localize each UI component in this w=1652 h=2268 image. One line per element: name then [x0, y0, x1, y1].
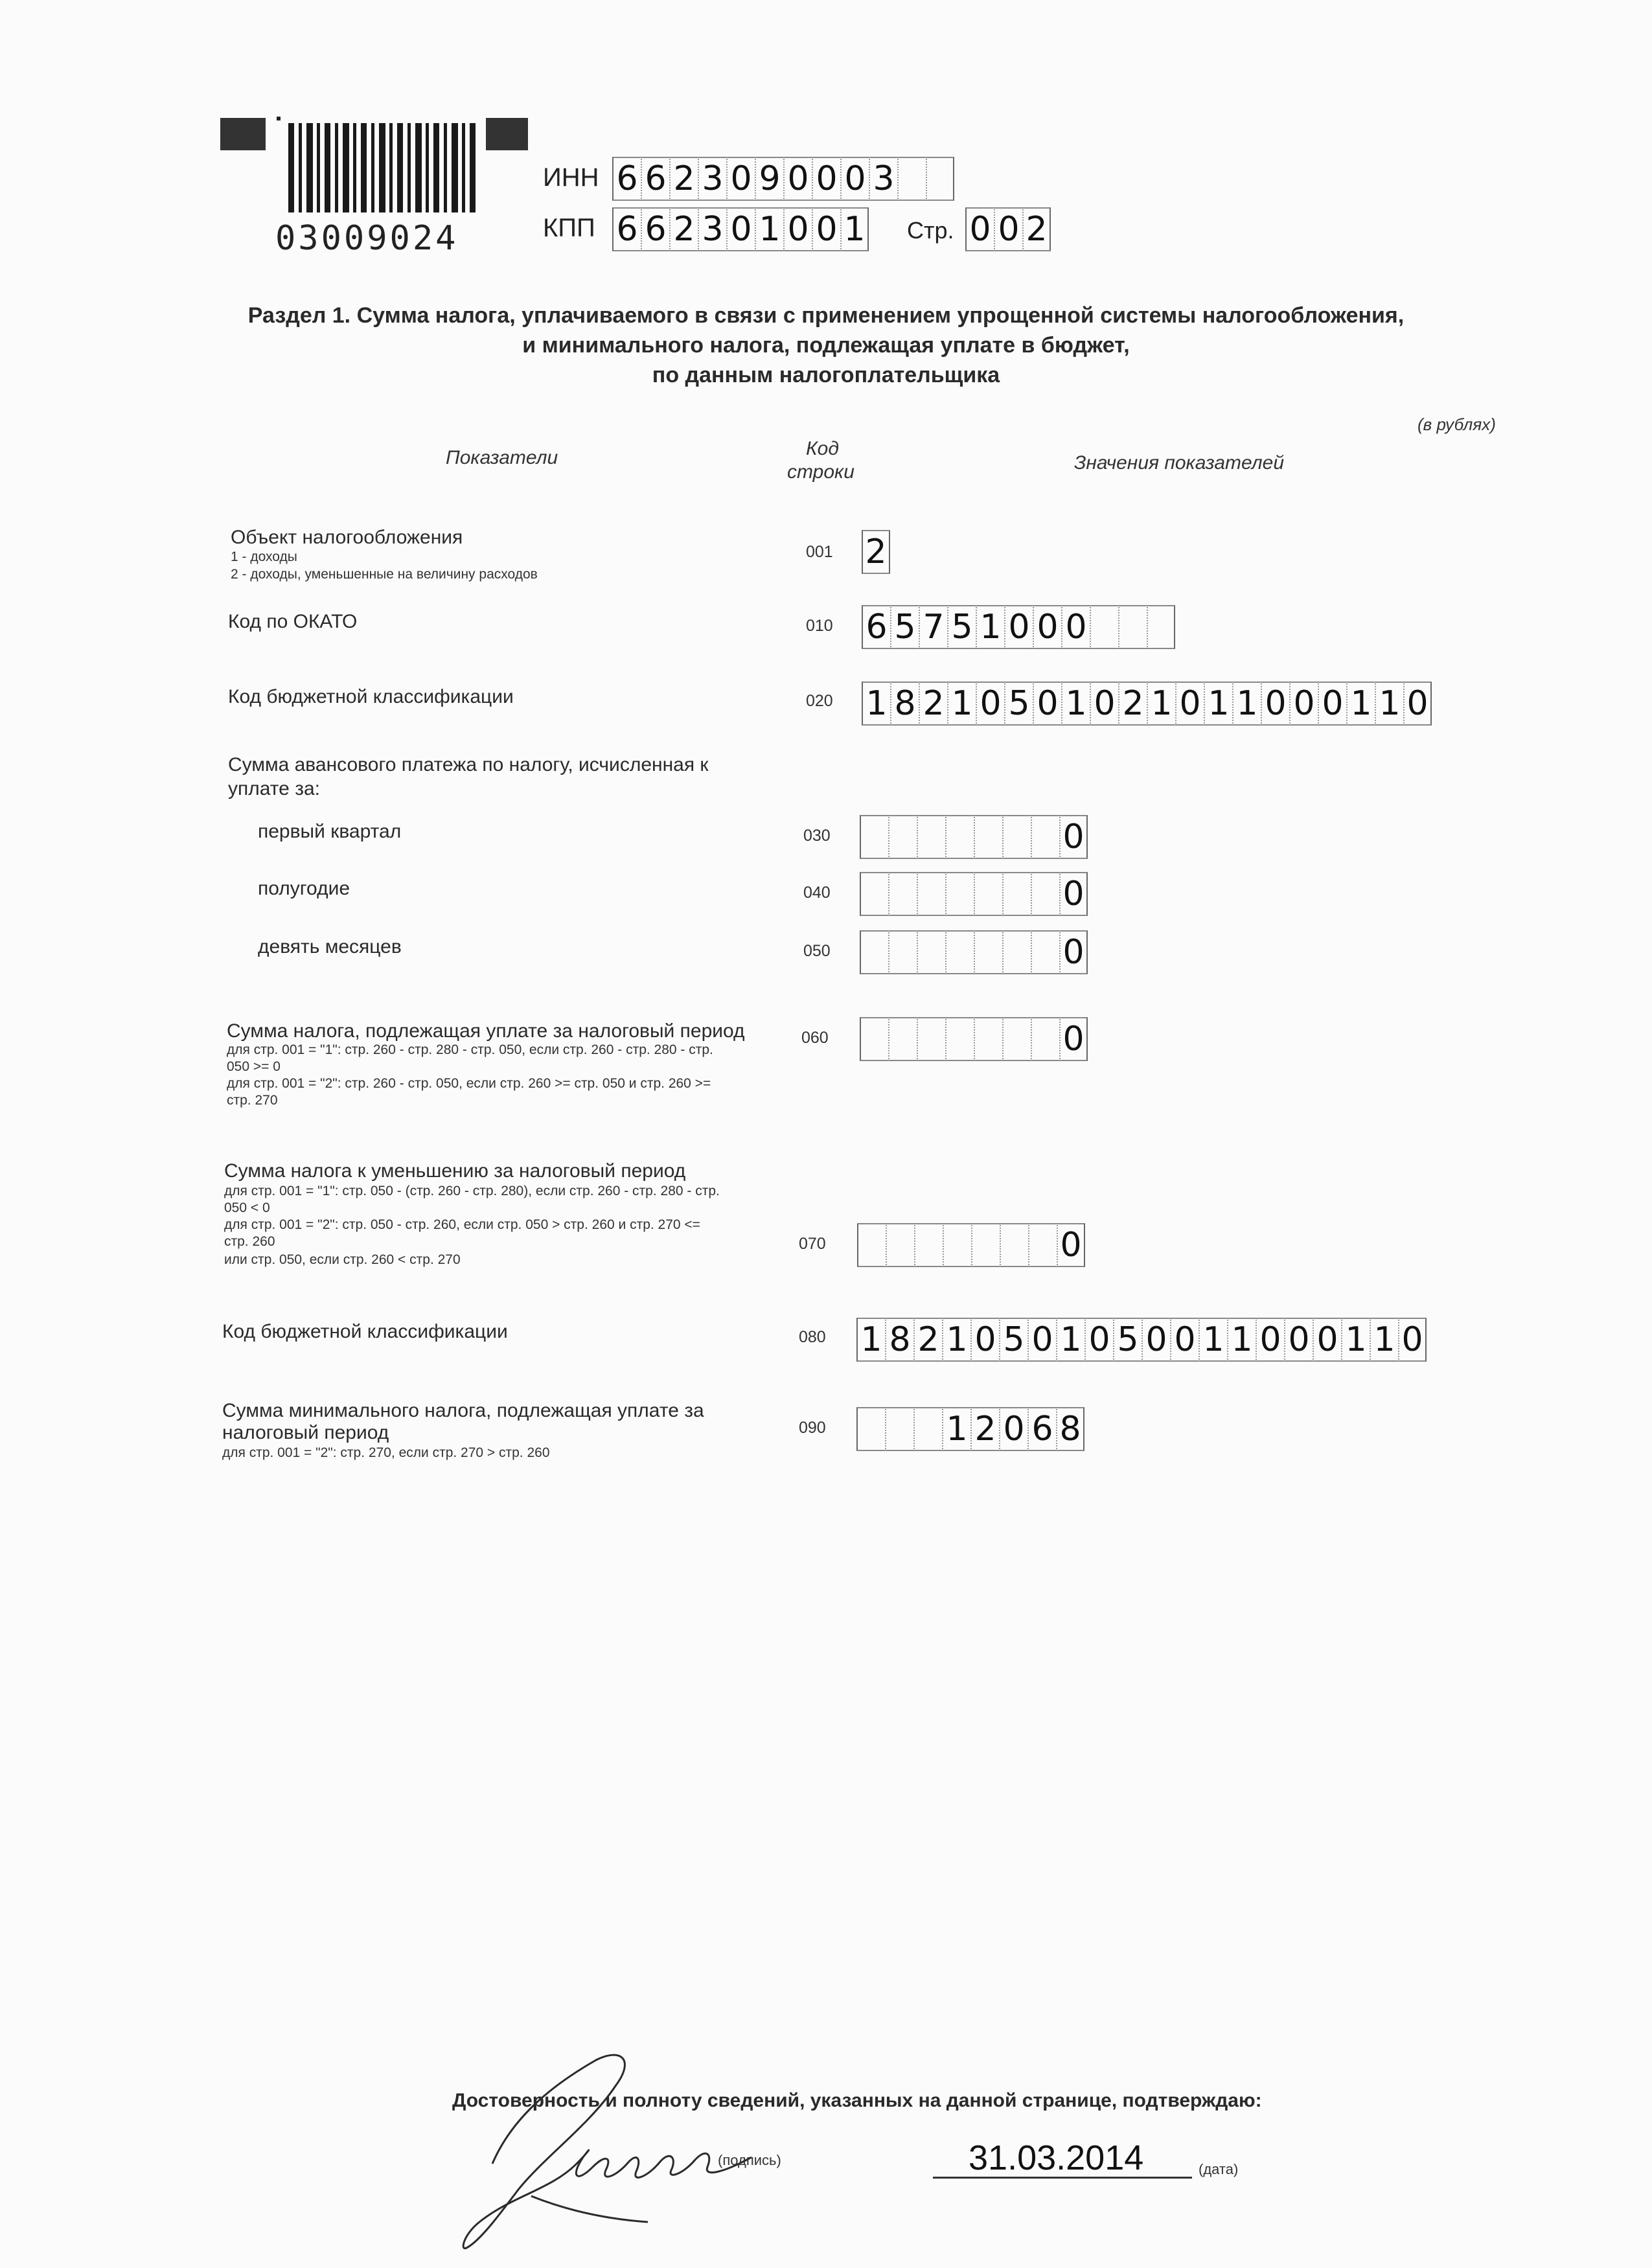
row-030-label: первый квартал — [258, 821, 402, 842]
char-cell — [974, 1017, 1002, 1061]
row-080-cells — [856, 1318, 1427, 1362]
row-050-label: девять месяцев — [258, 936, 402, 957]
char-cell: 1 — [840, 207, 869, 251]
char-cell: 1 — [976, 605, 1004, 649]
char-cell — [1147, 605, 1175, 649]
char-cell — [945, 1017, 974, 1061]
char-cell: 3 — [869, 157, 897, 201]
row-070-note2: 050 < 0 — [224, 1200, 270, 1215]
char-cell: 1 — [1232, 682, 1261, 726]
row-020-label: Код бюджетной классификации — [228, 686, 514, 707]
char-cell: 2 — [862, 530, 890, 574]
char-cell — [926, 157, 954, 201]
char-cell: 0 — [1033, 682, 1061, 726]
char-cell: 1 — [856, 1318, 885, 1362]
row-090-code: 090 — [799, 1419, 826, 1437]
char-cell — [945, 872, 974, 916]
row-010-cells — [862, 605, 1175, 649]
char-cell — [888, 815, 917, 859]
char-cell: 0 — [1090, 682, 1118, 726]
section-title-line1: Раздел 1. Сумма налога, уплачиваемого в связи с применением упрощенной системы налогообложения, — [247, 303, 1405, 328]
char-cell — [888, 930, 917, 974]
char-cell — [885, 1407, 913, 1451]
char-cell: 6 — [612, 157, 641, 201]
char-cell: 0 — [1175, 682, 1204, 726]
char-cell — [860, 815, 888, 859]
date-underline — [933, 2177, 1192, 2179]
char-cell: 1 — [942, 1407, 970, 1451]
char-cell: 0 — [1084, 1318, 1113, 1362]
char-cell — [974, 930, 1002, 974]
char-cell: 0 — [812, 157, 840, 201]
char-cell: 1 — [755, 207, 783, 251]
char-cell — [1031, 815, 1059, 859]
row-090-label-line2: налоговый период — [222, 1422, 389, 1443]
char-cell: 5 — [1113, 1318, 1141, 1362]
char-cell: 1 — [1341, 1318, 1370, 1362]
char-cell: 7 — [919, 605, 947, 649]
char-cell: 2 — [913, 1318, 942, 1362]
row-070-note1: для стр. 001 = "1": стр. 050 - (стр. 260 - стр. 280), если стр. 260 - стр. 280 - стр. — [224, 1184, 720, 1198]
char-cell: 0 — [1033, 605, 1061, 649]
row-090-label-line1: Сумма минимального налога, подлежащая уплате за — [222, 1400, 704, 1421]
char-cell: 0 — [726, 207, 755, 251]
char-cell: 0 — [1059, 1017, 1088, 1061]
signature-caption: (подпись) — [718, 2152, 781, 2168]
char-cell: 5 — [947, 605, 976, 649]
char-cell: 0 — [1059, 930, 1088, 974]
char-cell — [974, 815, 1002, 859]
char-cell — [860, 872, 888, 916]
char-cell — [897, 157, 926, 201]
char-cell: 0 — [1318, 682, 1346, 726]
char-cell: 0 — [1284, 1318, 1313, 1362]
char-cell: 0 — [783, 157, 812, 201]
char-cell: 1 — [1204, 682, 1232, 726]
signature-image — [453, 2034, 816, 2261]
row-070-note4: стр. 260 — [224, 1234, 275, 1249]
char-cell — [886, 1223, 914, 1267]
advance-label-line2: уплате за: — [228, 778, 320, 799]
date-value: 31.03.2014 — [969, 2138, 1144, 2177]
char-cell — [943, 1223, 971, 1267]
row-070-cells — [857, 1223, 1085, 1267]
char-cell — [860, 930, 888, 974]
row-060-note3: для стр. 001 = "2": стр. 260 - стр. 050, если стр. 260 >= стр. 050 и стр. 260 >= — [227, 1076, 711, 1091]
char-cell — [860, 1017, 888, 1061]
page-cells — [965, 207, 1051, 251]
char-cell — [1002, 872, 1031, 916]
char-cell — [888, 872, 917, 916]
row-090-note1: для стр. 001 = "2": стр. 270, если стр. 270 > стр. 260 — [222, 1445, 550, 1460]
char-cell — [856, 1407, 885, 1451]
char-cell — [1002, 930, 1031, 974]
char-cell: 0 — [1289, 682, 1318, 726]
char-cell — [1002, 1017, 1031, 1061]
page-label: Стр. — [907, 217, 954, 244]
inn-label: ИНН — [543, 163, 599, 192]
char-cell: 6 — [612, 207, 641, 251]
row-070-note5: или стр. 050, если стр. 260 < стр. 270 — [224, 1252, 461, 1267]
char-cell: 3 — [698, 207, 726, 251]
char-cell — [857, 1223, 886, 1267]
char-cell: 5 — [1004, 682, 1033, 726]
char-cell: 2 — [669, 207, 698, 251]
row-060-cells — [860, 1017, 1088, 1061]
row-030-cells — [860, 815, 1088, 859]
char-cell: 0 — [1027, 1318, 1056, 1362]
char-cell: 0 — [970, 1318, 999, 1362]
char-cell: 6 — [641, 157, 669, 201]
row-050-code: 050 — [803, 942, 831, 960]
row-080-label: Код бюджетной классификации — [222, 1321, 508, 1342]
row-010-code: 010 — [806, 617, 833, 635]
char-cell — [974, 872, 1002, 916]
char-cell: 0 — [840, 157, 869, 201]
row-090-cells — [856, 1407, 1084, 1451]
char-cell — [945, 930, 974, 974]
char-cell: 0 — [965, 207, 994, 251]
char-cell: 1 — [1370, 1318, 1398, 1362]
char-cell: 0 — [1141, 1318, 1170, 1362]
row-001-note2: 2 - доходы, уменьшенные на величину расходов — [231, 567, 538, 582]
char-cell — [1118, 605, 1147, 649]
char-cell: 0 — [1057, 1223, 1085, 1267]
section-title-line3: по данным налогоплательщика — [652, 363, 1000, 387]
char-cell: 0 — [1403, 682, 1432, 726]
char-cell — [914, 1223, 943, 1267]
row-070-code: 070 — [799, 1235, 826, 1253]
char-cell — [913, 1407, 942, 1451]
row-060-label: Сумма налога, подлежащая уплате за налоговый период — [227, 1020, 745, 1042]
char-cell — [1000, 1223, 1028, 1267]
char-cell — [971, 1223, 1000, 1267]
char-cell: 1 — [1227, 1318, 1256, 1362]
char-cell: 0 — [783, 207, 812, 251]
char-cell: 1 — [947, 682, 976, 726]
char-cell — [1002, 815, 1031, 859]
char-cell — [917, 930, 945, 974]
char-cell: 9 — [755, 157, 783, 201]
char-cell — [917, 815, 945, 859]
char-cell: 1 — [1056, 1318, 1084, 1362]
char-cell: 1 — [1147, 682, 1175, 726]
char-cell: 0 — [994, 207, 1022, 251]
row-080-code: 080 — [799, 1328, 826, 1346]
row-050-cells — [860, 930, 1088, 974]
row-001-note1: 1 - доходы — [231, 549, 297, 564]
row-001-cells — [862, 530, 890, 574]
char-cell — [917, 872, 945, 916]
char-cell: 0 — [1059, 872, 1088, 916]
row-020-code: 020 — [806, 692, 833, 710]
char-cell: 6 — [641, 207, 669, 251]
char-cell: 3 — [698, 157, 726, 201]
char-cell: 0 — [1004, 605, 1033, 649]
char-cell: 1 — [862, 682, 890, 726]
char-cell: 6 — [862, 605, 890, 649]
char-cell: 5 — [890, 605, 919, 649]
row-040-code: 040 — [803, 884, 831, 902]
char-cell: 8 — [890, 682, 919, 726]
kpp-label: КПП — [543, 214, 595, 242]
char-cell: 1 — [1061, 682, 1090, 726]
inn-cells — [612, 157, 954, 201]
char-cell: 0 — [1398, 1318, 1427, 1362]
char-cell: 6 — [1027, 1407, 1056, 1451]
confirmation-text: Достоверность и полноту сведений, указанных на данной странице, подтверждаю: — [452, 2090, 1262, 2111]
code-header-line1: Код — [806, 438, 839, 459]
char-cell: 0 — [1256, 1318, 1284, 1362]
row-040-cells — [860, 872, 1088, 916]
barcode-number: 03009024 — [275, 219, 459, 258]
char-cell: 1 — [942, 1318, 970, 1362]
char-cell: 8 — [1056, 1407, 1084, 1451]
char-cell: 0 — [976, 682, 1004, 726]
char-cell: 1 — [1199, 1318, 1227, 1362]
char-cell: 0 — [1061, 605, 1090, 649]
units-note: (в рублях) — [1417, 415, 1496, 434]
char-cell: 0 — [812, 207, 840, 251]
char-cell — [1031, 1017, 1059, 1061]
row-060-note2: 050 >= 0 — [227, 1059, 281, 1074]
row-040-label: полугодие — [258, 878, 350, 899]
row-030-code: 030 — [803, 827, 831, 845]
advance-label-line1: Сумма авансового платежа по налогу, исчисленная к — [228, 754, 709, 775]
char-cell — [1031, 872, 1059, 916]
char-cell: 2 — [669, 157, 698, 201]
char-cell: 0 — [726, 157, 755, 201]
char-cell — [1090, 605, 1118, 649]
section-title-line2: и минимального налога, подлежащая уплате в бюджет, — [522, 333, 1130, 358]
char-cell: 2 — [1022, 207, 1051, 251]
char-cell: 2 — [970, 1407, 999, 1451]
char-cell: 0 — [1261, 682, 1289, 726]
row-060-note1: для стр. 001 = "1": стр. 260 - стр. 280 - стр. 050, если стр. 260 - стр. 280 - стр. — [227, 1042, 713, 1057]
char-cell: 0 — [1170, 1318, 1199, 1362]
row-070-note3: для стр. 001 = "2": стр. 050 - стр. 260, если стр. 050 > стр. 260 и стр. 270 <= — [224, 1217, 700, 1232]
char-cell: 2 — [1118, 682, 1147, 726]
char-cell — [1028, 1223, 1057, 1267]
char-cell: 0 — [1313, 1318, 1341, 1362]
row-010-label: Код по ОКАТО — [228, 611, 358, 632]
row-001-label: Объект налогообложения — [231, 527, 463, 548]
char-cell — [888, 1017, 917, 1061]
row-060-note4: стр. 270 — [227, 1093, 278, 1108]
row-060-code: 060 — [801, 1029, 829, 1047]
indicators-header: Показатели — [446, 447, 558, 468]
char-cell: 0 — [999, 1407, 1027, 1451]
char-cell: 8 — [885, 1318, 913, 1362]
char-cell: 2 — [919, 682, 947, 726]
char-cell — [1031, 930, 1059, 974]
code-header-line2: строки — [787, 461, 855, 483]
kpp-cells — [612, 207, 869, 251]
row-070-label: Сумма налога к уменьшению за налоговый период — [224, 1160, 686, 1182]
char-cell: 1 — [1375, 682, 1403, 726]
char-cell — [945, 815, 974, 859]
row-001-code: 001 — [806, 543, 833, 561]
char-cell: 5 — [999, 1318, 1027, 1362]
date-caption: (дата) — [1199, 2161, 1239, 2177]
char-cell — [917, 1017, 945, 1061]
row-020-cells — [862, 682, 1432, 726]
values-header: Значения показателей — [1074, 452, 1285, 474]
char-cell: 0 — [1059, 815, 1088, 859]
char-cell: 1 — [1346, 682, 1375, 726]
